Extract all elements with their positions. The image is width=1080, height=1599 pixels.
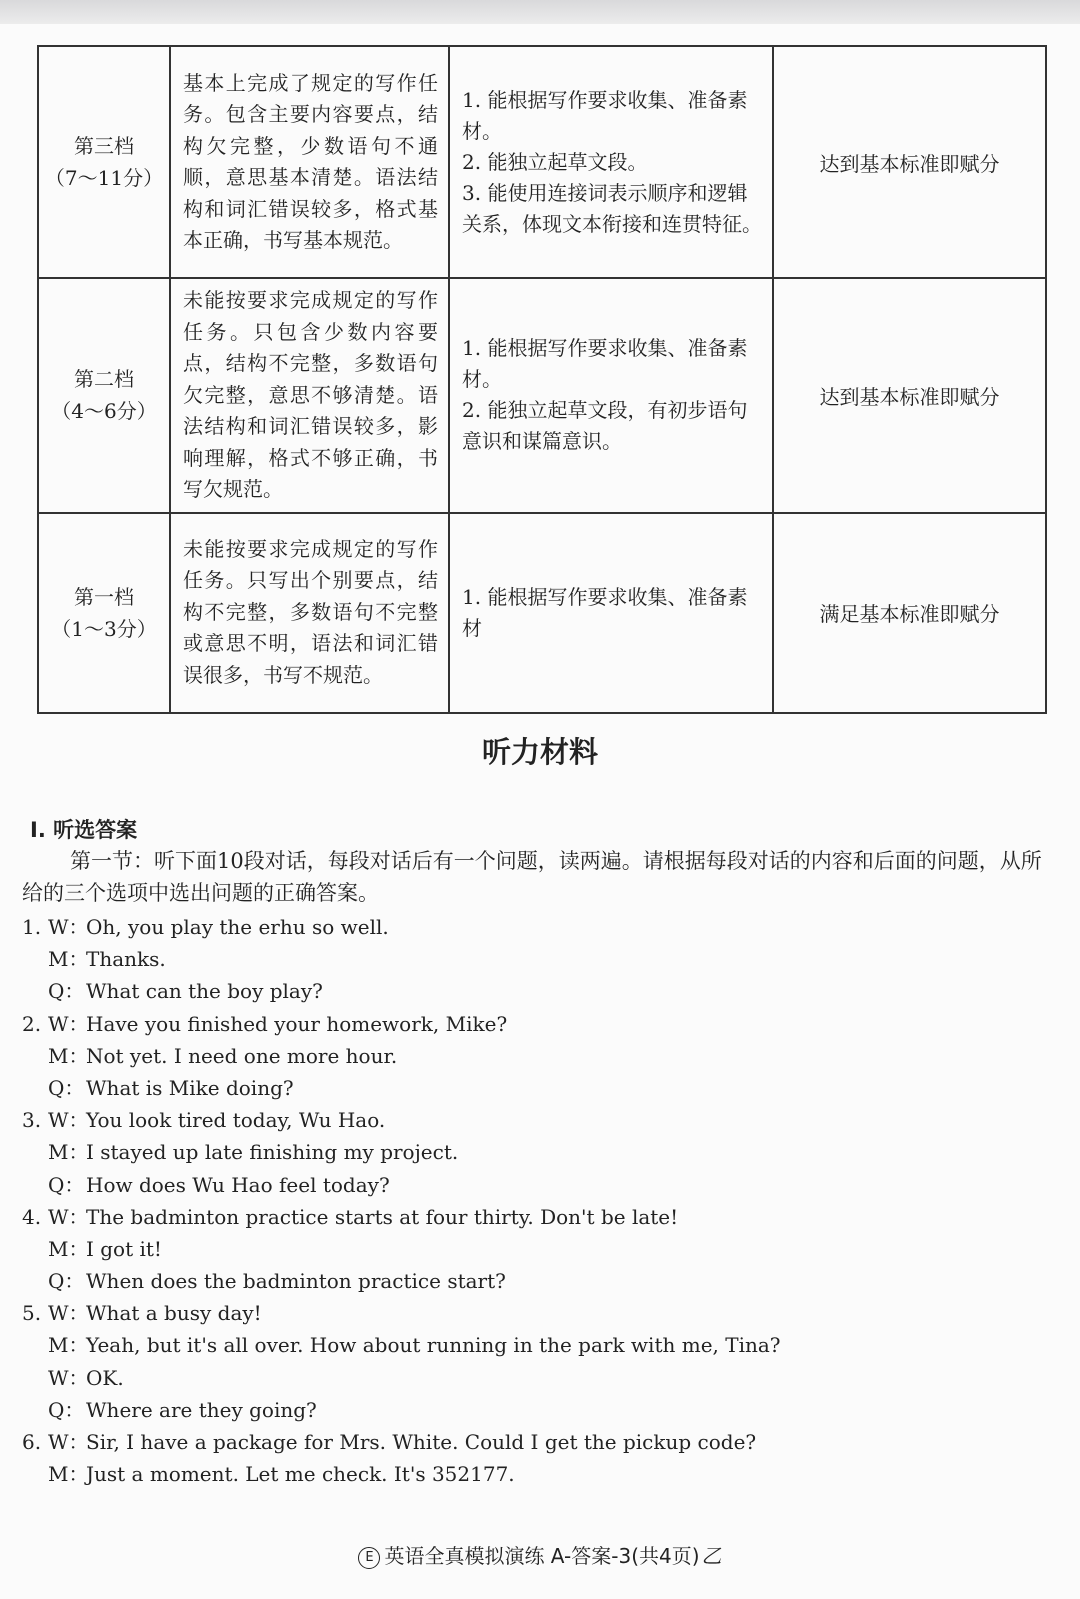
skill-cell (449, 46, 773, 278)
speaker-label: Q： (48, 1269, 85, 1294)
line-text: Oh, you play the erhu so well. (86, 915, 389, 939)
skill-item: 2. 能独立起草文段，有初步语句意识和谋篇意识。 (462, 398, 748, 454)
line-text: Yeah, but it's all over. How about running in the park with me, Tina? (86, 1333, 781, 1358)
level-description: 未能按要求完成规定的写作任务。只包含少数内容要点，结构不完整，多数语句欠完整，意思不够清楚。语法结构和词汇错误较多，影响理解，格式不够正确，书写欠规范。 (170, 278, 449, 513)
dialogue-line (22, 1104, 781, 1136)
dialogue-number: 5. (22, 1301, 42, 1326)
line-text: Have you finished your homework, Mike? (86, 1011, 508, 1036)
line-text: I got it! (86, 1236, 162, 1261)
speaker-label: M： (48, 1462, 89, 1487)
dialogue-line (22, 911, 781, 943)
speaker-label: Q： (48, 979, 85, 1004)
rubric-row (38, 46, 1046, 278)
dialogue-line (22, 1169, 781, 1201)
rubric-row (38, 513, 1046, 713)
dialogue-list (22, 911, 781, 1490)
line-text: When does the badminton practice start? (86, 1269, 506, 1294)
level-name: 第二档 (74, 367, 134, 392)
level-name: 第一档 (74, 584, 134, 609)
line-text: OK. (86, 1365, 124, 1390)
rubric-row (38, 278, 1046, 513)
dialogue-number: 3. (22, 1108, 42, 1133)
line-text: Where are they going? (86, 1397, 317, 1422)
dialogue-line (22, 1362, 781, 1394)
skill-item: 1. 能根据写作要求收集、准备素材。 (462, 87, 748, 143)
dialogue-line (22, 1136, 781, 1168)
footer-text: 英语全真模拟演练 A-答案-3(共4页) (384, 1544, 700, 1568)
section-instructions: 第一节：听下面10段对话，每段对话后有一个问题，读两遍。请根据每段对话的内容和后面的问题，从所给的三个选项中选出问题的正确答案。 (22, 849, 1042, 905)
dialogue-line (22, 1394, 781, 1426)
dialogue-line (22, 975, 781, 1007)
skill-cell (449, 278, 773, 513)
dialogue-line (22, 1201, 781, 1233)
score-note: 达到基本标准即赋分 (773, 46, 1046, 278)
dialogue-number: 4. (22, 1204, 42, 1229)
line-text: You look tired today, Wu Hao. (86, 1108, 386, 1133)
score-note: 达到基本标准即赋分 (773, 278, 1046, 513)
level-name: 第三档 (74, 134, 134, 158)
line-text: What can the boy play? (86, 979, 323, 1004)
speaker-label: W： (48, 1430, 89, 1454)
line-text: Sir, I have a package for Mrs. White. Could I get the pickup code? (86, 1430, 757, 1454)
page-title: 听力材料 (481, 735, 598, 769)
score-note: 满足基本标准即赋分 (773, 513, 1046, 713)
level-cell (38, 46, 170, 278)
speaker-label: Q： (48, 1397, 85, 1422)
level-range: （1～3分） (51, 616, 157, 641)
speaker-label: W： (48, 915, 89, 939)
line-text: Not yet. I need one more hour. (86, 1043, 398, 1068)
edition-mark-icon: E (358, 1547, 380, 1569)
line-text: What is Mike doing? (86, 1075, 294, 1100)
speaker-label: W： (48, 1204, 89, 1229)
dialogue-line (22, 1040, 781, 1072)
handwritten-mark: 乙 (701, 1544, 722, 1568)
dialogue-number: 2. (22, 1011, 42, 1036)
line-text: How does Wu Hao feel today? (86, 1172, 390, 1197)
speaker-label: W： (48, 1301, 89, 1326)
speaker-label: M： (48, 1236, 89, 1261)
dialogue-line (22, 1426, 781, 1458)
speaker-label: M： (48, 1140, 89, 1165)
speaker-label: Q： (48, 1172, 85, 1197)
dialogue-line (22, 1072, 781, 1104)
level-cell (38, 513, 170, 713)
dialogue-line (22, 1458, 781, 1490)
level-range: （7～11分） (44, 166, 164, 190)
scoring-rubric-table (37, 45, 1047, 714)
dialogue-line (22, 1008, 781, 1040)
level-cell (38, 278, 170, 513)
line-text: What a busy day! (86, 1301, 262, 1326)
speaker-label: M： (48, 947, 89, 972)
dialogue-line (22, 1265, 781, 1297)
line-text: The badminton practice starts at four thirty. Don't be late! (86, 1204, 679, 1229)
line-text: Just a moment. Let me check. It's 352177. (86, 1462, 515, 1487)
speaker-label: M： (48, 1043, 89, 1068)
level-range: （4～6分） (51, 399, 157, 424)
section-heading: Ⅰ. 听选答案 (30, 818, 138, 842)
dialogue-line (22, 1297, 781, 1329)
skill-item: 3. 能使用连接词表示顺序和逻辑关系，体现文本衔接和连贯特征。 (462, 180, 762, 236)
speaker-label: M： (48, 1333, 89, 1358)
level-description: 未能按要求完成规定的写作任务。只写出个别要点，结构不完整，多数语句不完整或意思不明，语法和词汇错误很多，书写不规范。 (170, 513, 449, 713)
speaker-label: W： (48, 1108, 89, 1133)
speaker-label: W： (48, 1365, 89, 1390)
line-text: Thanks. (86, 947, 166, 972)
dialogue-line (22, 943, 781, 975)
skill-item: 2. 能独立起草文段。 (462, 149, 648, 174)
dialogue-line (22, 1329, 781, 1361)
scan-top-edge (0, 0, 1080, 24)
level-description: 基本上完成了规定的写作任务。包含主要内容要点，结构欠完整，少数语句不通顺，意思基本清楚。语法结构和词汇错误较多，格式基本正确，书写基本规范。 (170, 46, 449, 278)
page-footer (0, 1540, 1080, 1569)
line-text: I stayed up late finishing my project. (86, 1140, 459, 1165)
dialogue-line (22, 1233, 781, 1265)
skill-item: 1. 能根据写作要求收集、准备素材 (462, 584, 748, 640)
skill-cell (449, 513, 773, 713)
dialogue-number: 1. (22, 915, 42, 939)
speaker-label: W： (48, 1011, 89, 1036)
speaker-label: Q： (48, 1075, 85, 1100)
skill-item: 1. 能根据写作要求收集、准备素材。 (462, 336, 748, 392)
dialogue-number: 6. (22, 1430, 42, 1454)
